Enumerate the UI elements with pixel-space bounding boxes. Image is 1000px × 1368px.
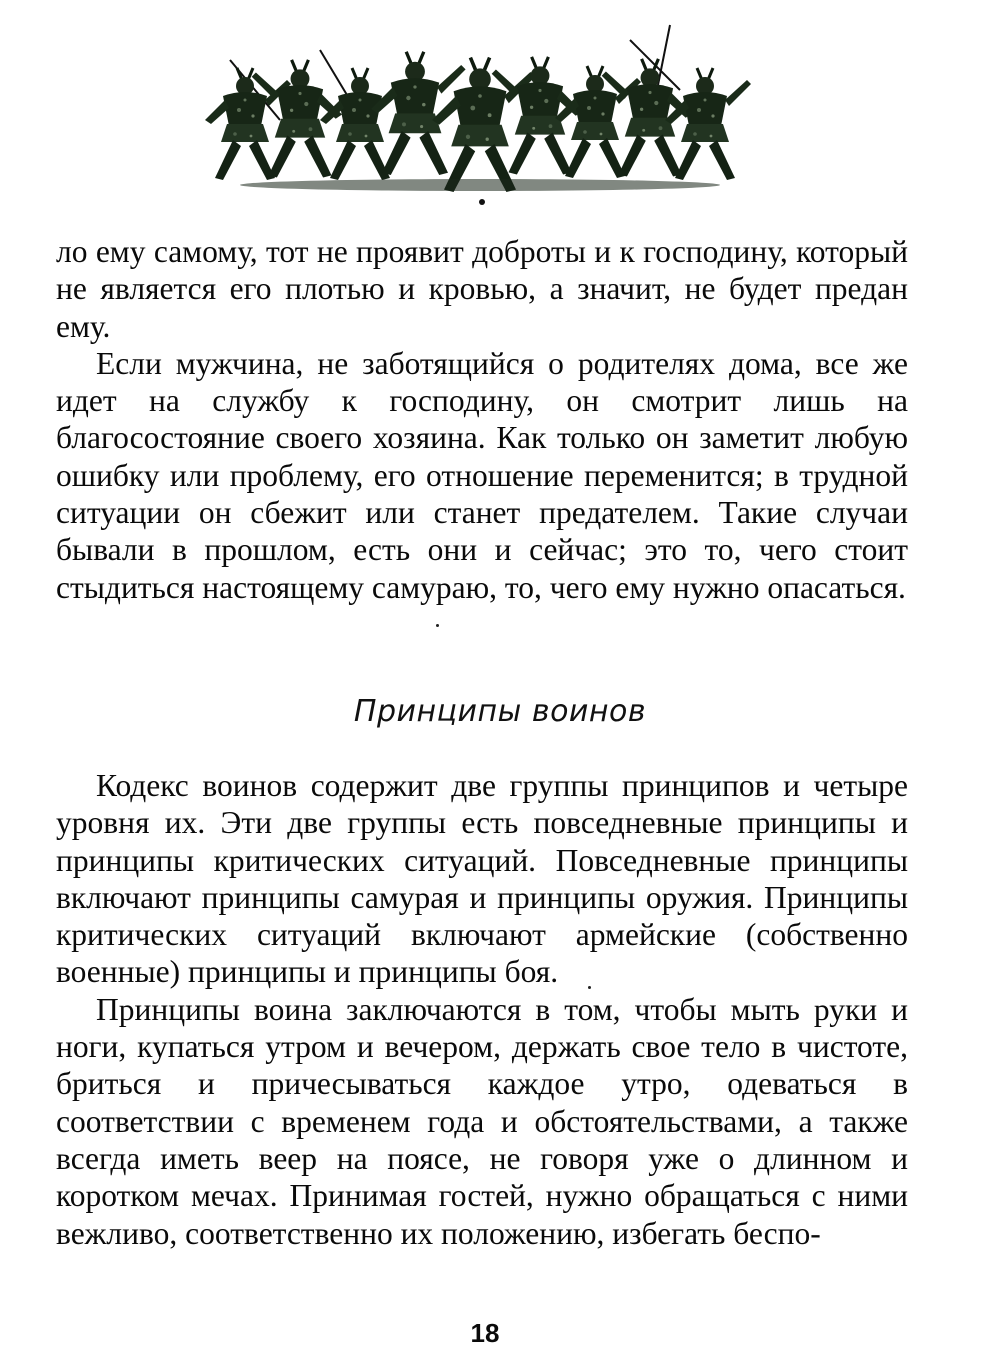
section-title: Принципы воинов [353, 694, 647, 729]
page-number: 18 [470, 1318, 500, 1348]
samurai-warriors-illustration [200, 20, 760, 205]
paragraph: ло ему самому, тот не проявит доброты и к господину, который не является его плотью и кровью, а значит, не будет предан ему. [56, 234, 908, 344]
paragraph: Если мужчина, не заботящийся о родителях дома, все же идет на службу к господину, он смотрит лишь на благосостояние своего хозяина. Как только он заметит любую ошибку или проблему, его отношение переменится; в трудной ситуации он сбежит или станет предателем. Такие случаи бывали в прошлом, есть они и сейчас; это то, чего стоит стыдиться настоящему самураю, то, чего ему нужно опасаться. [56, 345, 908, 605]
paragraph: Принципы воина заключаются в том, чтобы мыть руки и ноги, купаться утром и вечером, держать свое тело в чистоте, бриться и причесываться каждое утро, одеваться в соответствии с временем года и обстоятельствами, а также всегда иметь веер на поясе, не говоря уже о длинном и коротком мечах. Принимая гостей, нужно обращаться с ними вежливо, соответственно их положению, избегать беспо- [56, 991, 908, 1251]
print-speck [588, 986, 591, 989]
text-block-top [56, 233, 908, 606]
text-block-bottom [56, 767, 908, 1252]
print-speck [436, 624, 439, 627]
paragraph: Кодекс воинов содержит две группы принципов и четыре уровня их. Эти две группы есть повседневные принципы и принципы критических ситуаций. Повседневные принципы включают принципы самурая и принципы оружия. Принципы критических ситуаций включают армейские (собственно военные) принципы и принципы боя. [56, 768, 908, 990]
